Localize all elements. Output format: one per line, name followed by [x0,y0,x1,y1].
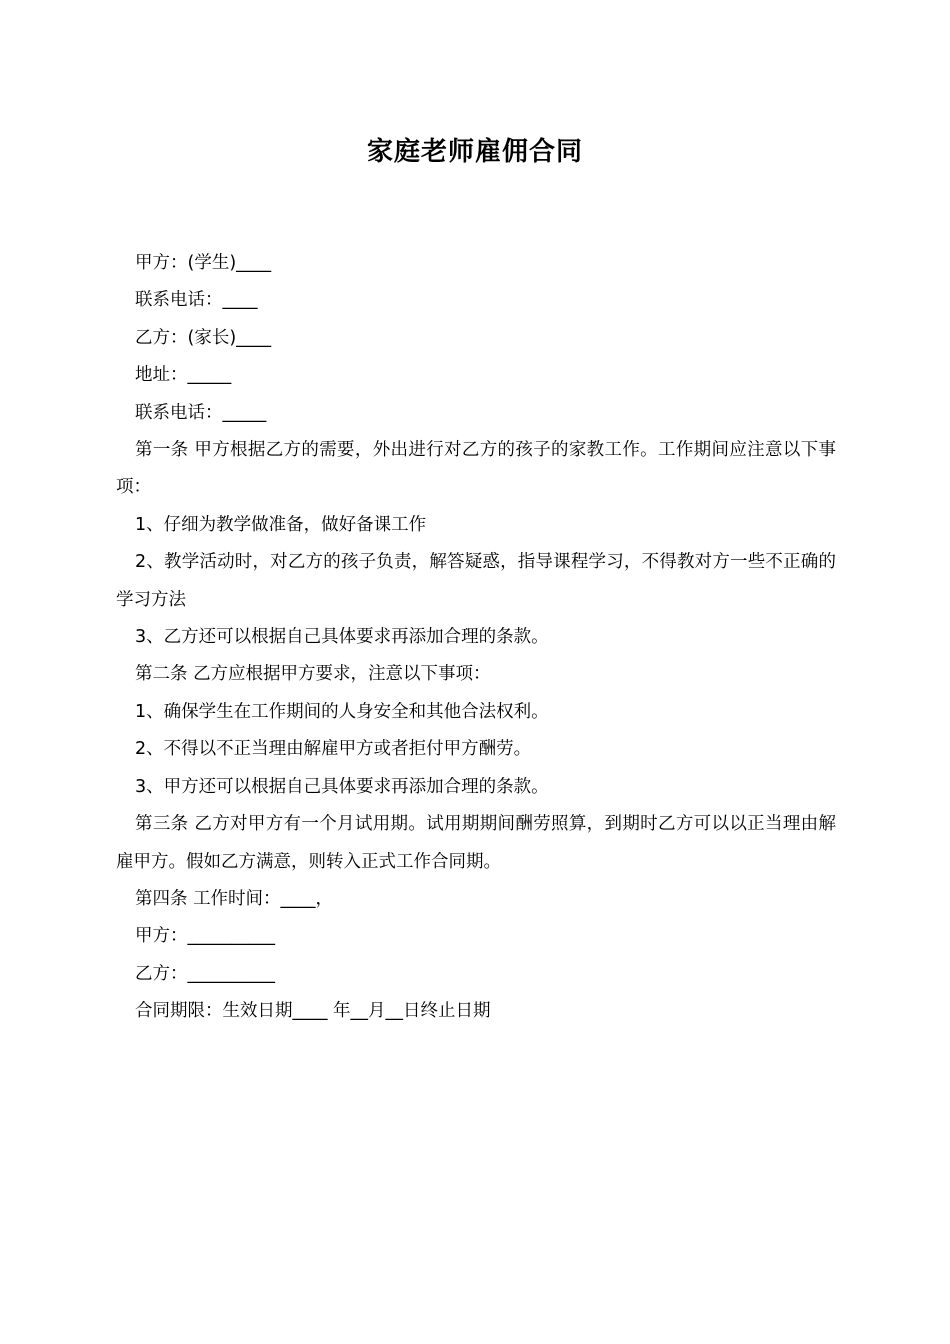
party-b-line: 乙方：(家长)____ [135,327,272,348]
party-b-phone-line: 联系电话：_____ [135,402,267,423]
article-2: 第二条 乙方应根据甲方要求，注意以下事项： [135,664,491,685]
article-1-item-3: 3、乙方还可以根据自己具体要求再添加合理的条款。 [135,627,549,648]
article-1-item-2: 2、教学活动时，对乙方的孩子负责，解答疑惑，指导课程学习，不得教对方一些不正确的学习方法 [116,552,836,610]
article-2-item-3: 3、甲方还可以根据自己具体要求再添加合理的条款。 [135,776,549,797]
signature-party-a: 甲方：__________ [135,926,275,947]
article-3: 第三条 乙方对甲方有一个月试用期。试用期期间酬劳照算，到期时乙方可以以正当理由解雇甲方。假如乙方满意，则转入正式工作合同期。 [116,814,836,872]
article-2-item-1: 1、确保学生在工作期间的人身安全和其他合法权利。 [135,701,549,722]
article-4: 第四条 工作时间：____， [135,888,334,909]
contract-term-line: 合同期限：生效日期____ 年__月__日终止日期 [135,1001,491,1022]
document-title: 家庭老师雇佣合同 [366,137,583,167]
party-a-phone-line: 联系电话：____ [135,290,258,311]
signature-party-b: 乙方：__________ [135,963,275,984]
article-1: 第一条 甲方根据乙方的需要，外出进行对乙方的孩子的家教工作。工作期间应注意以下事项： [116,440,836,498]
address-line: 地址：_____ [135,365,232,386]
article-2-item-2: 2、不得以不正当理由解雇甲方或者拒付甲方酬劳。 [135,739,532,760]
document-body [116,245,836,1031]
article-1-item-1: 1、仔细为教学做准备，做好备课工作 [135,514,427,535]
party-a-line: 甲方：(学生)____ [135,253,272,273]
